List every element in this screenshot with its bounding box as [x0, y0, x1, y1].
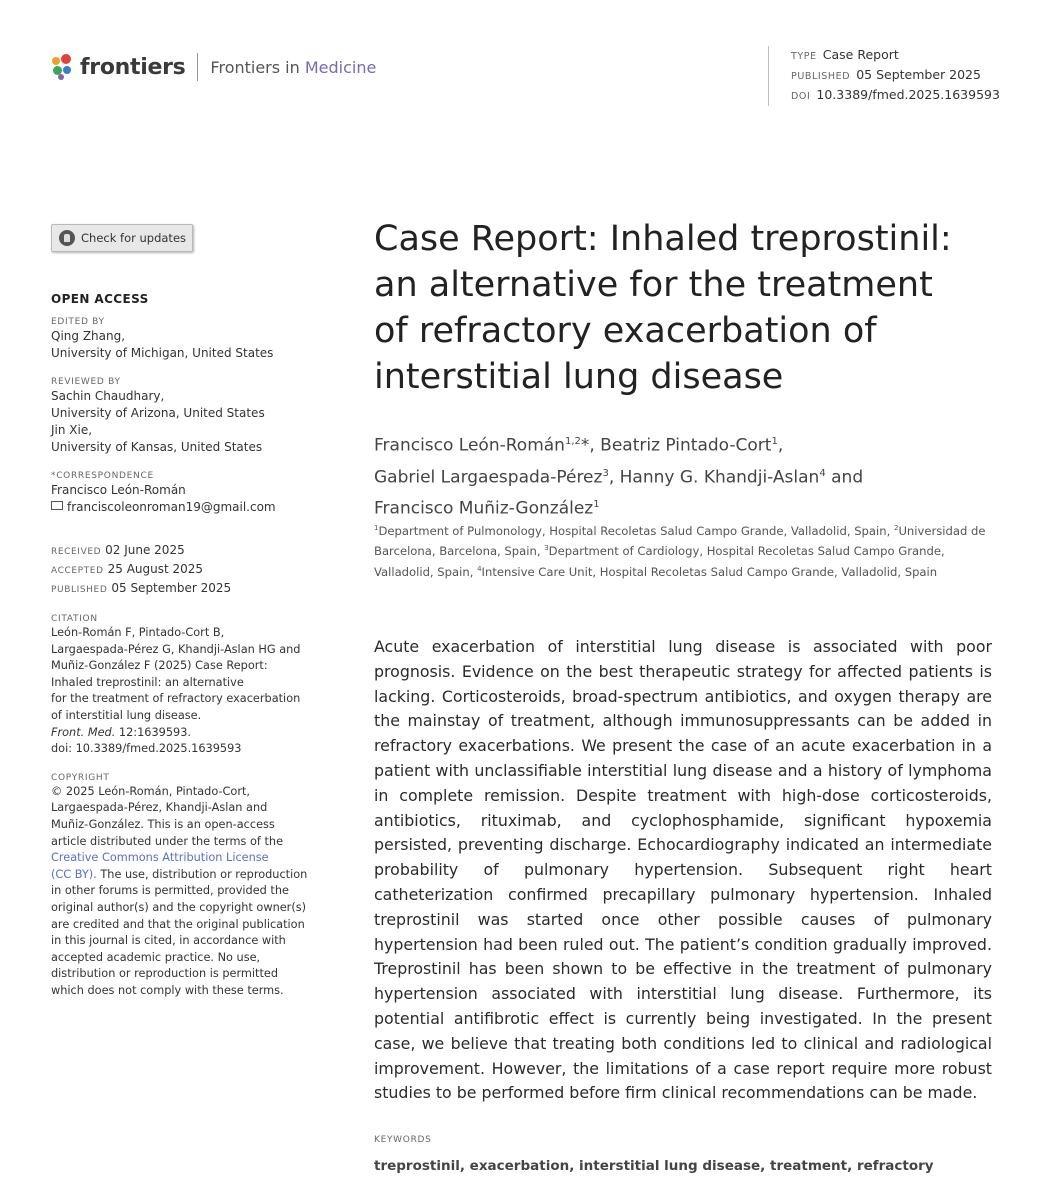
- frontiers-logo-icon: [52, 54, 74, 80]
- reviewer-affiliation: University of Arizona, United States: [51, 406, 265, 420]
- reviewer-name: Sachin Chaudhary,: [51, 389, 165, 403]
- frontiers-logo[interactable]: [52, 53, 376, 81]
- journal-name: Frontiers in Medicine: [210, 57, 377, 77]
- copyright-heading: COPYRIGHT: [51, 772, 110, 783]
- abstract-text: Acute exacerbation of interstitial lung disease is associated with poor prognosis. Evidence on the best therapeutic strategy for affected patients is lacking. Corticosteroids, broad-spectrum antibiotics, and oxygen therapy are the mainstay of treatment, although immunosuppressants can be added in refractory exacerbations. We present the case of an acute exacerbation in a patient with unclassifiable interstitial lung disease and a history of lymphoma in complete remission. Despite treatment with high-dose corticosteroids, antibiotics, rituximab, and cyclophosphamide, significant hypoxemia persisted, preventing discharge. Echocardiography indicated an intermediate probability of pulmonary hypertension. Subsequent right heart catheterization confirmed precapillary pulmonary hypertension. Inhaled treprostinil was started once other possible causes of pulmonary hypertension had been ruled out. The patient’s condition gradually improved. Treprostinil has been shown to be effective in the treatment of pulmonary hypertension associated with interstitial lung disease. Furthermore, its potential antifibrotic effect is currently being investigated. In the present case, we believe that treating both conditions led to clinical and radiological improvement. However, the limitations of a case report require more robust studies to be performed before firm clinical recommendations can be made.: [374, 637, 992, 1103]
- meta-type: TYPE Case Report: [791, 47, 899, 62]
- meta-doi[interactable]: DOI 10.3389/fmed.2025.1639593: [791, 87, 1000, 102]
- author-name[interactable]: Francisco Muñiz-González: [374, 498, 594, 519]
- dates-block: [51, 542, 351, 599]
- accepted-date: ACCEPTED 25 August 2025: [51, 562, 204, 576]
- correspondence-email[interactable]: franciscoleonroman19@gmail.com: [51, 499, 351, 516]
- copyright-text: © 2025 León-Román, Pintado-Cort, Largaespada-Pérez, Khandji-Aslan and Muñiz-González. This is an open-access article distributed under the terms of the Creative Commons Attribution License (CC BY). The use, distribution or reproduction in other forums is permitted, provided the original author(s) and the copyright owner(s) are credited and that the original publication in this journal is cited, in accordance with accepted academic practice. No use, distribution or reproduction is permitted which does not comply with these terms.: [51, 784, 351, 1000]
- bookmark-icon: [59, 230, 75, 246]
- reviewer-affiliation: University of Kansas, United States: [51, 440, 263, 454]
- keywords-list: treprostinil, exacerbation, interstitial lung disease, treatment, refractory: [374, 1158, 934, 1174]
- affiliations: $^1$Department of Pulmonology, Hospital Recoletas Salud Campo Grande, Valladolid, Spain, $^2$Universidad de Barcelona, Barcelona, Spain, $^3$Department of Cardiology, Hospital Recoletas Salud Campo Grande, Valladolid, Spain, $^4$Intensive Care Unit, Hospital Recoletas Salud Campo Grande, Valladolid, Spain: [374, 523, 986, 579]
- logo-wordmark: frontiers: [80, 54, 186, 80]
- meta-published: PUBLISHED 05 September 2025: [791, 67, 981, 82]
- author-name[interactable]: Hanny G. Khandji-Aslan: [619, 467, 820, 488]
- license-link-short[interactable]: (CC BY).: [51, 867, 97, 881]
- reviewer-name: Jin Xie,: [51, 423, 93, 437]
- author-name[interactable]: Beatriz Pintado-Cort: [600, 435, 772, 456]
- citation-doi[interactable]: doi: 10.3389/fmed.2025.1639593: [51, 742, 242, 756]
- keywords-heading: KEYWORDS: [374, 1135, 432, 1145]
- correspondence-heading: *CORRESPONDENCE: [51, 471, 154, 481]
- license-link[interactable]: Creative Commons Attribution License: [51, 851, 269, 865]
- edited-by-heading: EDITED BY: [51, 317, 105, 327]
- received-date: RECEIVED 02 June 2025: [51, 543, 185, 557]
- open-access-label: OPEN ACCESS: [51, 292, 149, 306]
- reviewed-by-heading: REVIEWED BY: [51, 377, 121, 387]
- envelope-icon: [51, 501, 63, 510]
- author-name[interactable]: Francisco León-Román: [374, 435, 565, 456]
- sidebar: [51, 224, 351, 999]
- check-for-updates-button[interactable]: Check for updates: [51, 224, 193, 252]
- article-title: Case Report: Inhaled treprostinil: an alternative for the treatment of refractory exacerbation of interstitial lung disease: [374, 219, 952, 397]
- citation-heading: CITATION: [51, 614, 98, 624]
- published-date: PUBLISHED 05 September 2025: [51, 581, 232, 595]
- correspondence-name: Francisco León-Román: [51, 483, 186, 497]
- logo-divider: [197, 53, 198, 81]
- author-name[interactable]: Gabriel Largaespada-Pérez: [374, 467, 603, 488]
- citation-text: León-Román F, Pintado-Cort B, Largaespada-Pérez G, Khandji-Aslan HG and Muñiz-González F (2025) Case Report: Inhaled treprostinil: an alternative for the treatment of refractory exacerbation of interstitial lung disease. Front. Med. 12:1639593. doi: 10.3389/fmed.2025.1639593: [51, 625, 351, 758]
- editor-name: Qing Zhang,: [51, 329, 126, 343]
- article-meta: [768, 46, 1000, 106]
- author-list: Francisco León-Román$^{1,2}$*, Beatriz Pintado-Cort$^1$, Gabriel Largaespada-Pérez$^3$, Hanny G. Khandji-Aslan$^4$ and Francisco Muñiz-González$^1$: [374, 435, 864, 519]
- editor-affiliation: University of Michigan, United States: [51, 346, 274, 360]
